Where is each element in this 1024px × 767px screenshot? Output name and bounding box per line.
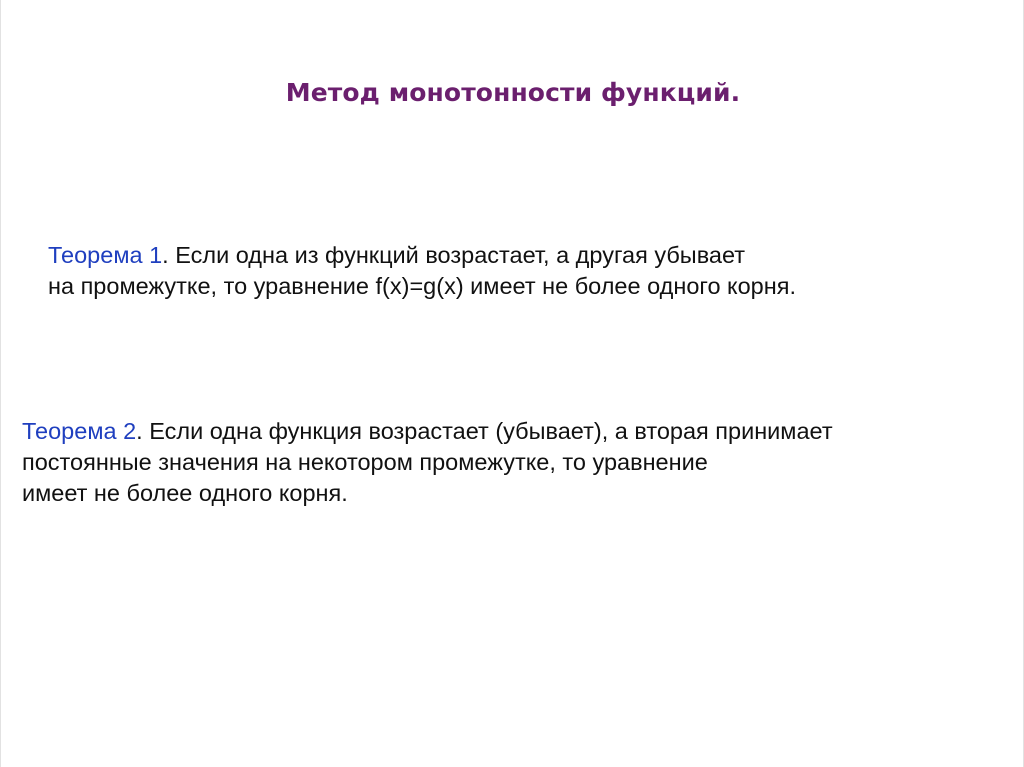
theorem-1-label: Теорема 1 — [48, 242, 163, 268]
theorem-1-line-1-text: . Если одна из функций возрастает, а другая убывает — [162, 242, 746, 268]
theorem-2-line-2: постоянные значения на некотором промежутке, то уравнение — [22, 449, 708, 475]
theorem-2-line-3: имеет не более одного корня. — [22, 480, 348, 506]
theorem-2-line-1-text: . Если одна функция возрастает (убывает), а вторая принимает — [136, 418, 833, 444]
theorem-2-line-1 — [22, 416, 833, 447]
theorem-1-line-2: на промежутке, то уравнение f(x)=g(x) имеет не более одного корня. — [48, 273, 796, 299]
slide-title: Метод монотонности функций. — [285, 78, 741, 107]
theorem-2-label: Теорема 2 — [22, 418, 137, 444]
theorem-1-line-1 — [48, 240, 796, 271]
theorem-1 — [48, 240, 796, 302]
theorem-2 — [22, 416, 833, 509]
